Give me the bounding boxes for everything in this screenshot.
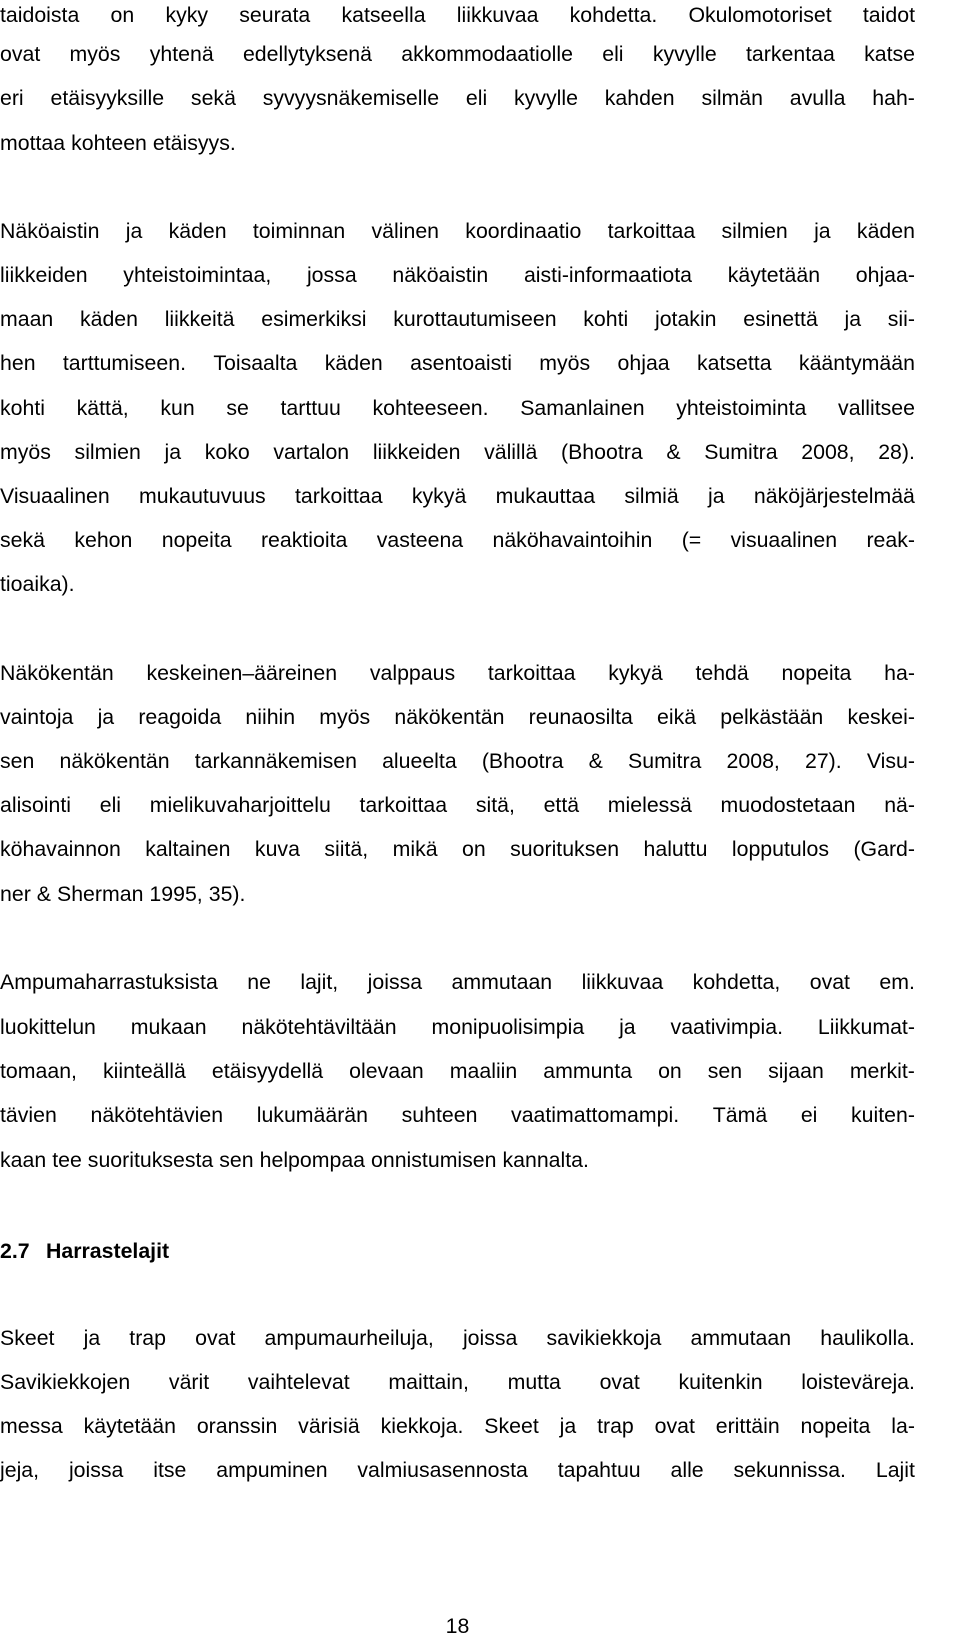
word: reak-	[866, 528, 915, 552]
word: vasteena	[376, 528, 464, 552]
word: loisteväreja.	[801, 1370, 915, 1394]
word: ja	[708, 484, 725, 508]
word: visuaalinen	[730, 528, 838, 552]
word: tioaika).	[0, 572, 75, 596]
word: 1995,	[149, 882, 203, 906]
word: reagoida	[138, 705, 222, 729]
word: käytetään	[727, 263, 821, 287]
section-heading-number: 2.7	[0, 1239, 30, 1263]
word: messa	[0, 1414, 63, 1438]
paragraph-4-line-2	[0, 1012, 915, 1042]
paragraph-1-line-3	[0, 83, 915, 113]
word: ovat	[195, 1326, 236, 1350]
word: kohti	[583, 307, 629, 331]
word: erittäin	[715, 1414, 780, 1438]
word: kohdetta,	[692, 970, 781, 994]
word: olevaan	[349, 1059, 424, 1083]
word: jossa	[306, 263, 357, 287]
section-heading	[0, 1236, 169, 1266]
word: sekä	[0, 528, 45, 552]
word: myös	[319, 705, 371, 729]
word: eikä	[657, 705, 697, 729]
word: Tämä	[712, 1103, 768, 1127]
word: koko	[204, 440, 250, 464]
section-heading-title: Harrastelajit	[46, 1239, 170, 1263]
word: Näkökentän	[0, 661, 114, 685]
word: kuva	[254, 837, 300, 861]
word: Liikkumat-	[817, 1015, 915, 1039]
word: vaihtelevat	[247, 1370, 350, 1394]
word: kurottautumiseen	[393, 307, 557, 331]
word: Sherman	[57, 882, 144, 906]
word: kohti	[0, 396, 45, 420]
word: ohjaa-	[855, 263, 915, 287]
word: etäisyyksille	[50, 86, 165, 110]
word: ne	[247, 970, 271, 994]
word: näkötehtäviltään	[241, 1015, 397, 1039]
word: tävien	[0, 1103, 57, 1127]
word: ja	[844, 307, 862, 331]
word: mukaan	[130, 1015, 207, 1039]
word: 2008,	[726, 749, 780, 773]
word: (Bhootra	[481, 749, 564, 773]
word: Samanlainen	[520, 396, 645, 420]
word: on	[658, 1059, 682, 1083]
word: kyvylle	[652, 42, 717, 66]
word: esinettä	[743, 307, 818, 331]
word: Okulomotoriset	[688, 3, 832, 27]
word: maan	[0, 307, 54, 331]
word: silmän	[701, 86, 763, 110]
word: Lajit	[875, 1458, 915, 1482]
word: &	[36, 882, 51, 906]
word: akkommodaatiolle	[401, 42, 573, 66]
word: 28).	[878, 440, 915, 464]
paragraph-5-line-4	[0, 1455, 915, 1485]
paragraph-5-line-3	[0, 1411, 915, 1441]
word: nopeita	[781, 661, 852, 685]
word: mielikuvaharjoittelu	[149, 793, 331, 817]
word: että	[543, 793, 580, 817]
paragraph-3-line-3	[0, 746, 915, 776]
word: tarkentaa	[746, 42, 835, 66]
word: lopputulos	[731, 837, 829, 861]
paragraph-1-line-2	[0, 39, 915, 69]
word: Näköaistin	[0, 219, 100, 243]
word: näkötehtävien	[90, 1103, 224, 1127]
paragraph-2-line-5	[0, 393, 915, 423]
word: köhavainnon	[0, 837, 121, 861]
paragraph-5-line-2	[0, 1367, 915, 1397]
word: Ampumaharrastuksista	[0, 970, 218, 994]
word: värit	[168, 1370, 210, 1394]
word: se	[226, 396, 249, 420]
word: kiekkoja.	[380, 1414, 464, 1438]
word: ovat	[654, 1414, 695, 1438]
word: 27).	[804, 749, 842, 773]
paragraph-2-line-7	[0, 481, 915, 511]
word: syvyysnäkemiselle	[262, 86, 440, 110]
word: tarkoittaa	[607, 219, 696, 243]
paragraph-3-line-1	[0, 658, 915, 688]
word: itse	[153, 1458, 187, 1482]
word: tarkannäkemisen	[194, 749, 357, 773]
paragraph-4-line-3	[0, 1056, 915, 1086]
paragraph-2-line-6	[0, 437, 915, 467]
word: merkit-	[849, 1059, 915, 1083]
word: (Bhootra	[561, 440, 643, 464]
word: joissa	[367, 970, 423, 994]
word: joissa	[462, 1326, 518, 1350]
word: lajit,	[300, 970, 339, 994]
word: kiinteällä	[102, 1059, 186, 1083]
word: suorituksesta	[87, 1148, 214, 1172]
word: la-	[891, 1414, 915, 1438]
word: kyky	[165, 3, 209, 27]
word: ampuminen	[216, 1458, 328, 1482]
word: hah-	[872, 86, 915, 110]
word: maaliin	[449, 1059, 518, 1083]
word: tarttumiseen.	[62, 351, 186, 375]
paragraph-2-line-3	[0, 304, 915, 334]
word: onnistumisen	[371, 1148, 497, 1172]
word: käden	[856, 219, 915, 243]
paragraph-1-line-1	[0, 0, 915, 30]
word: kuitenkin	[678, 1370, 763, 1394]
word: eli	[465, 86, 488, 110]
word: myös	[69, 42, 121, 66]
word: ja	[125, 219, 143, 243]
word: ha-	[884, 661, 915, 685]
word: 2008,	[801, 440, 855, 464]
word: nopeita	[800, 1414, 871, 1438]
word: luokittelun	[0, 1015, 96, 1039]
word: kun	[160, 396, 195, 420]
word: mottaa	[0, 131, 66, 155]
word: Visu-	[866, 749, 915, 773]
word: tomaan,	[0, 1059, 77, 1083]
paragraph-2-line-9	[0, 569, 915, 599]
word: käden	[168, 219, 227, 243]
word: vallitsee	[838, 396, 915, 420]
word: siitä,	[324, 837, 369, 861]
word: katseella	[341, 3, 426, 27]
word: suhteen	[401, 1103, 478, 1127]
word: helpompaa	[259, 1148, 366, 1172]
word: vaativimpia.	[670, 1015, 783, 1039]
word: näköjärjestelmää	[753, 484, 915, 508]
word: katse	[864, 42, 915, 66]
word: ja	[164, 440, 182, 464]
word: koordinaatio	[465, 219, 582, 243]
word: kaltainen	[145, 837, 231, 861]
paragraph-3-line-4	[0, 790, 915, 820]
word: mukautuvuus	[139, 484, 266, 508]
word: välinen	[371, 219, 440, 243]
word: kehon	[74, 528, 133, 552]
word: tapahtuu	[557, 1458, 641, 1482]
word: yhteistoimintaa,	[123, 263, 272, 287]
word: jotakin	[654, 307, 717, 331]
word: vaintoja	[0, 705, 74, 729]
word: kääntymään	[798, 351, 915, 375]
word: edellytyksenä	[242, 42, 372, 66]
paragraph-3-line-2	[0, 702, 915, 732]
word: liikkeiden	[0, 263, 88, 287]
word: valppaus	[369, 661, 456, 685]
word: jeja,	[0, 1458, 40, 1482]
word: keskei-	[847, 705, 915, 729]
word: valmiusasennosta	[357, 1458, 528, 1482]
word: Savikiekkojen	[0, 1370, 131, 1394]
word: kohteen	[71, 131, 147, 155]
word: kuiten-	[851, 1103, 915, 1127]
word: niihin	[245, 705, 296, 729]
word: taidot	[862, 3, 915, 27]
word: reunaosilta	[528, 705, 633, 729]
word: silmiä	[624, 484, 679, 508]
word: on	[462, 837, 486, 861]
word: välillä	[484, 440, 538, 464]
word: ovat	[809, 970, 850, 994]
word: liikkuvaa	[456, 3, 539, 27]
word: kättä,	[76, 396, 129, 420]
word: ja	[83, 1326, 101, 1350]
word: kohteeseen.	[372, 396, 489, 420]
word: Skeet	[0, 1326, 55, 1350]
word: Skeet	[484, 1414, 539, 1438]
word: (=	[681, 528, 702, 552]
word: Sumitra	[704, 440, 778, 464]
word: alle	[670, 1458, 704, 1482]
word: ammunta	[543, 1059, 633, 1083]
word: nä-	[884, 793, 915, 817]
word: alisointi	[0, 793, 72, 817]
word: Toisaalta	[213, 351, 298, 375]
paragraph-5-line-1	[0, 1323, 915, 1353]
word: tehdä	[695, 661, 749, 685]
word: maittain,	[388, 1370, 469, 1394]
word: ei	[800, 1103, 818, 1127]
word: monipuolisimpia	[431, 1015, 585, 1039]
word: tee	[52, 1148, 82, 1172]
word: myös	[539, 351, 591, 375]
word: kahden	[604, 86, 675, 110]
word: savikiekkoja	[546, 1326, 662, 1350]
word: sekä	[190, 86, 236, 110]
word: em.	[879, 970, 915, 994]
word: kyvylle	[514, 86, 578, 110]
word: eri	[0, 86, 24, 110]
word: mutta	[507, 1370, 561, 1394]
word: silmien	[721, 219, 788, 243]
word: sitä,	[475, 793, 515, 817]
word: näkökentän	[394, 705, 505, 729]
word: mukauttaa	[495, 484, 596, 508]
word: keskeinen–ääreinen	[146, 661, 338, 685]
word: nopeita	[161, 528, 232, 552]
paragraph-4-line-1	[0, 967, 915, 997]
word: haulikolla.	[820, 1326, 915, 1350]
word: toiminnan	[252, 219, 346, 243]
word: mielessä	[607, 793, 692, 817]
word: kannalta.	[502, 1148, 589, 1172]
word: avulla	[789, 86, 846, 110]
word: yhteistoiminta	[676, 396, 807, 420]
word: näköhavaintoihin	[492, 528, 653, 552]
word: trap	[597, 1414, 634, 1438]
paragraph-2-line-8	[0, 525, 915, 555]
word: värisiä	[298, 1414, 360, 1438]
word: tarkoittaa	[487, 661, 576, 685]
word: hen	[0, 351, 36, 375]
word: ja	[619, 1015, 636, 1039]
word: suorituksen	[510, 837, 620, 861]
paragraph-2-line-1	[0, 216, 915, 246]
word: sekunnissa.	[733, 1458, 846, 1482]
word: esimerkiksi	[261, 307, 367, 331]
word: muodostetaan	[720, 793, 856, 817]
word: reaktioita	[260, 528, 348, 552]
word: sen	[219, 1148, 254, 1172]
word: eli	[99, 793, 122, 817]
word: vartalon	[273, 440, 350, 464]
word: vaatimattomampi.	[511, 1103, 680, 1127]
word: on	[110, 3, 135, 27]
word: silmien	[74, 440, 141, 464]
word: aisti-informaatiota	[523, 263, 693, 287]
word: ohjaa	[617, 351, 670, 375]
word: (Gard-	[853, 837, 915, 861]
word: etäisyydellä	[211, 1059, 324, 1083]
paragraph-1-line-4	[0, 128, 915, 158]
word: käden	[79, 307, 138, 331]
word: kaan	[0, 1148, 47, 1172]
word: katsetta	[696, 351, 772, 375]
word: liikkuvaa	[581, 970, 664, 994]
word: näkökentän	[59, 749, 170, 773]
word: ammutaan	[451, 970, 553, 994]
word: joissa	[68, 1458, 124, 1482]
word: Visuaalinen	[0, 484, 110, 508]
word: yhtenä	[149, 42, 214, 66]
paragraph-2-line-4	[0, 348, 915, 378]
word: tarkoittaa	[294, 484, 383, 508]
word: trap	[129, 1326, 166, 1350]
word: eli	[602, 42, 624, 66]
word: kykyä	[608, 661, 663, 685]
word: &	[666, 440, 681, 464]
word: käytetään	[83, 1414, 176, 1438]
word: sen	[0, 749, 35, 773]
word: pelkästään	[720, 705, 824, 729]
word: sii-	[887, 307, 915, 331]
word: oranssin	[196, 1414, 278, 1438]
word: kohdetta.	[569, 3, 658, 27]
word: alueelta	[382, 749, 457, 773]
word: haluttu	[643, 837, 708, 861]
word: ner	[0, 882, 31, 906]
word: sijaan	[768, 1059, 824, 1083]
word: ja	[97, 705, 115, 729]
word: sen	[707, 1059, 743, 1083]
word: tarttuu	[280, 396, 341, 420]
page-number: 18	[445, 1614, 470, 1638]
word: tarkoittaa	[359, 793, 448, 817]
word: ammutaan	[690, 1326, 792, 1350]
word: liikkeitä	[164, 307, 235, 331]
paragraph-3-line-6	[0, 879, 915, 909]
word: käden	[324, 351, 383, 375]
word: myös	[0, 440, 51, 464]
word: seurata	[239, 3, 311, 27]
word: kykyä	[411, 484, 467, 508]
word: lukumäärän	[256, 1103, 368, 1127]
word: näköaistin	[392, 263, 489, 287]
word: taidoista	[0, 3, 80, 27]
word: ampumaurheiluja,	[264, 1326, 434, 1350]
paragraph-4-line-5	[0, 1145, 915, 1175]
word: 35).	[208, 882, 246, 906]
paragraph-3-line-5	[0, 834, 915, 864]
word: ovat	[0, 42, 41, 66]
word: &	[588, 749, 603, 773]
word: etäisyys.	[152, 131, 236, 155]
word: ovat	[599, 1370, 640, 1394]
word: asentoaisti	[410, 351, 512, 375]
word: ja	[559, 1414, 577, 1438]
word: ja	[814, 219, 831, 243]
word: Sumitra	[628, 749, 702, 773]
paragraph-4-line-4	[0, 1100, 915, 1130]
word: liikkeiden	[372, 440, 461, 464]
word: mikä	[392, 837, 438, 861]
paragraph-2-line-2	[0, 260, 915, 290]
